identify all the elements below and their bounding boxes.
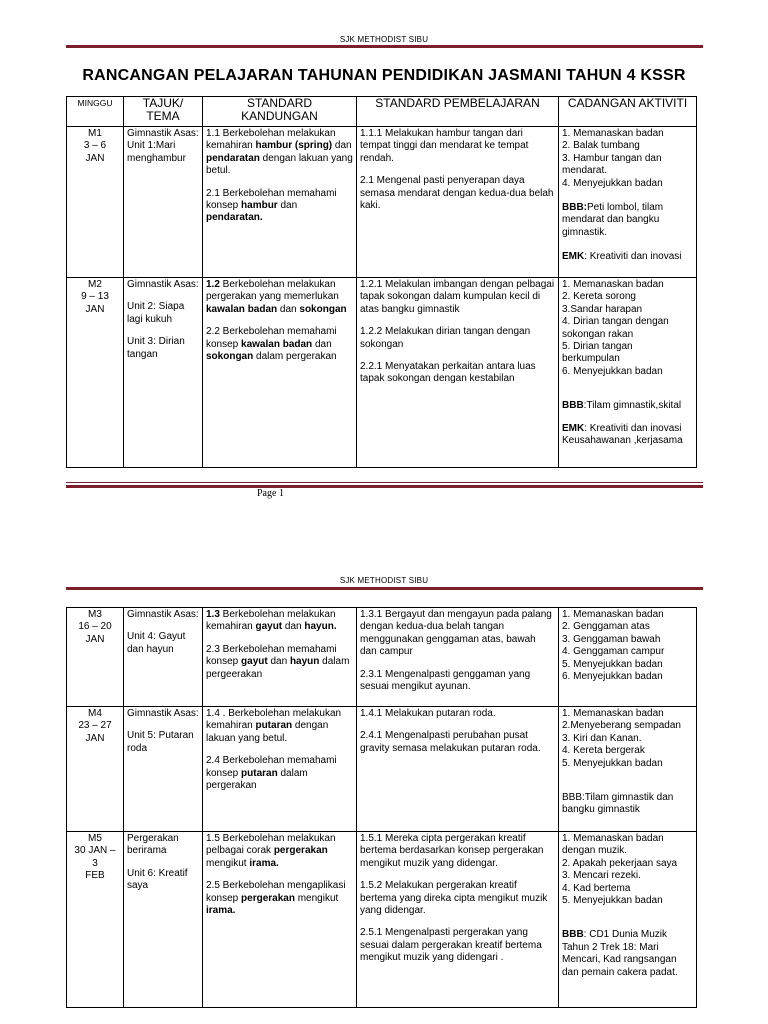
sk-bold: irama. (206, 905, 236, 917)
spacer (360, 351, 555, 361)
sk-text: 2.2 Berkebolehan memahami konsep (206, 326, 337, 350)
tajuk-theme: Gimnastik Asas: (127, 128, 199, 139)
emk-text: : Kreativiti dan inovasi (584, 422, 682, 434)
activity-item: 4. Kereta bergerak (562, 745, 645, 757)
tajuk-cell (124, 832, 203, 1008)
tajuk-theme: Pergerakan berirama (127, 833, 179, 857)
activity-item: 1. Memanaskan badan dengan muzik. (562, 833, 664, 857)
activity-item: 3. Mencari rezeki. (562, 870, 641, 882)
col-header-tajuk-line1: TAJUK/ (142, 96, 184, 110)
spacer (360, 870, 555, 880)
activity-item: 1. Memanaskan badan (562, 708, 664, 719)
activity-item: 2.Menyeberang sempadan (562, 720, 681, 732)
week-month: FEB (85, 870, 105, 882)
bbb-text: :Tilam gimnastik,skital (583, 400, 682, 412)
sk-text: dan (277, 200, 298, 212)
week-number: M3 (88, 609, 102, 620)
page2-table (66, 607, 697, 1008)
week-number: M5 (88, 833, 102, 844)
week-dates: 23 – 27 (78, 720, 112, 732)
week-cell (67, 832, 124, 1008)
spacer (206, 316, 353, 326)
week-dates-end: 3 (92, 857, 98, 869)
sk-bold: hambur (241, 200, 278, 212)
sk-text: dan (332, 140, 352, 152)
tajuk-unit: Unit 2: Siapa lagi kukuh (127, 301, 185, 325)
spacer (562, 239, 693, 251)
sk-bold: sokongan (299, 303, 347, 315)
activity-item: 4. Kad bertema (562, 882, 631, 894)
tajuk-unit: Unit 1:Mari menghambur (127, 140, 186, 164)
tajuk-theme: Gimnastik Asas: (127, 609, 199, 620)
activity-item: 3.Sandar harapan (562, 303, 643, 315)
week-month: JAN (85, 633, 105, 645)
sk-text: dan (267, 656, 290, 668)
bbb-label: BBB (562, 400, 584, 412)
sk-bold: kawalan badan (241, 338, 313, 350)
cadangan-aktiviti-cell (559, 608, 697, 707)
sk-text: dan (277, 303, 300, 315)
week-month: JAN (85, 152, 105, 164)
week-cell (67, 608, 124, 707)
col-header-ca: CADANGAN AKTIVITI (559, 97, 697, 127)
spacer (206, 634, 353, 644)
sp-item: 2.5.1 Mengenalpasti pergerakan yang sesuai dalam pergerakan kreatif bertema mengikut muzik yang didengari . (360, 927, 542, 964)
sk-text: dan (282, 621, 305, 633)
sk-item (206, 279, 353, 316)
week-cell (67, 127, 124, 278)
tajuk-cell (124, 707, 203, 832)
sp-item: 1.3.1 Bergayut dan mengayun pada palang dengan kedua-dua belah tangan menggunakan genggaman atas, bawah dan campur (360, 609, 552, 658)
sk-item (206, 880, 353, 917)
tajuk-unit: Unit 4: Gayut dan hayun (127, 631, 186, 655)
bbb-note: BBB:Tilam gimnastik dan bangku gimnastik (562, 792, 674, 816)
week-month: JAN (85, 732, 105, 744)
spacer (562, 413, 693, 423)
sk-item (206, 644, 353, 681)
spacer (127, 291, 199, 301)
spacer (127, 858, 199, 868)
page1-header: SJK METHODIST SIBU (339, 35, 429, 44)
sk-text: mengikut (294, 892, 339, 904)
sk-text: dengan lakuan yang betul. (206, 720, 329, 744)
table-header-row (67, 97, 697, 127)
sk-bold: pendaratan. (206, 212, 263, 224)
sk-text: dan (312, 338, 332, 350)
sp-item: 2.1 Mengenal pasti penyerapan daya semasa mendarat dengan kedua-dua belah kaki. (360, 175, 554, 212)
cadangan-aktiviti-cell (559, 707, 697, 832)
table-row (67, 707, 697, 832)
emk-text: : Kreativiti dan inovasi (584, 251, 682, 263)
bbb-note (562, 929, 693, 979)
emk-note (562, 423, 693, 435)
spacer (206, 178, 353, 188)
sk-item (206, 755, 353, 792)
col-header-sk-line2: KANDUNGAN (241, 109, 318, 123)
standard-pembelajaran-cell (357, 127, 559, 278)
page2-header: SJK METHODIST SIBU (339, 576, 429, 585)
spacer (360, 165, 555, 175)
spacer (562, 907, 693, 919)
activity-item: 1. Memanaskan badan (562, 279, 664, 290)
sk-item (206, 708, 353, 745)
table-row (67, 832, 697, 1008)
spacer (127, 621, 199, 631)
spacer (562, 782, 693, 792)
sk-bold: putaran (241, 767, 278, 779)
standard-kandungan-cell (203, 832, 357, 1008)
page1-footer-rule-thick (66, 485, 703, 488)
sp-item: 2.4.1 Mengenalpasti perubahan pusat gravity semasa melakukan putaran roda. (360, 730, 541, 754)
sp-item: 2.3.1 Mengenalpasti genggaman yang sesuai mengikut ayunan. (360, 668, 531, 693)
emk-label: EMK (562, 422, 585, 434)
sk-bold: 1.2 (206, 279, 220, 290)
sk-text: dalam pergerakan (206, 767, 308, 792)
sk-item (206, 609, 353, 634)
spacer (562, 919, 693, 929)
bbb-note (562, 400, 693, 412)
sk-bold: kawalan badan (206, 303, 278, 315)
activity-item: 5. Menyejukkan badan (562, 895, 663, 907)
bbb-note (562, 202, 693, 239)
sk-bold: pergerakan (273, 845, 328, 857)
tajuk-cell (124, 278, 203, 468)
sp-item: 1.5.1 Mereka cipta pergerakan kreatif bertema berdasarkan konsep pergerakan mengikut muzik yang didengar. (360, 833, 544, 869)
standard-kandungan-cell (203, 278, 357, 468)
col-header-tajuk (124, 97, 203, 127)
sk-text: dengan lakuan yang betul. (206, 152, 353, 177)
week-dates: 9 – 13 (81, 291, 109, 303)
week-dates: 16 – 20 (78, 621, 112, 633)
sk-bold: hayun (289, 656, 320, 668)
col-header-sk-line1: STANDARD (246, 96, 313, 110)
activity-item: 2. Kereta sorong (562, 291, 636, 303)
col-header-tajuk-line2: TEMA (146, 109, 180, 123)
spacer (127, 720, 199, 730)
sk-bold: sokongan (206, 351, 254, 363)
spacer (360, 316, 555, 326)
sk-text: 2.1 Berkebolehan memahami konsep (206, 187, 337, 212)
sk-item (206, 326, 353, 363)
sk-text: 2.5 Berkebolehan mengaplikasi konsep (206, 880, 346, 904)
sk-bold: putaran (255, 720, 293, 732)
sk-item (206, 128, 353, 178)
emk-label: EMK (562, 251, 585, 263)
standard-kandungan-cell (203, 608, 357, 707)
col-header-minggu: MINGGU (67, 97, 124, 127)
sk-text: dalam pergeerakan (206, 656, 350, 680)
week-dates: 3 – 6 (83, 140, 107, 152)
spacer (562, 770, 693, 782)
activity-item: 4. Menyejukkan badan (562, 177, 663, 189)
sk-text: 2.3 Berkebolehan memahami konsep (206, 643, 337, 668)
activity-item: 5. Dirian tangan berkumpulan (562, 341, 633, 365)
table-row (67, 127, 697, 278)
col-header-sp: STANDARD PEMBELAJARAN (357, 97, 559, 127)
activity-item: 5. Menyejukkan badan (562, 757, 663, 769)
sp-item: 1.2.1 Melakulan imbangan dengan pelbagai tapak sokongan dalam kumpulan kecil di atas bangku gimnastik (360, 279, 555, 315)
standard-pembelajaran-cell (357, 707, 559, 832)
emk-extra: Keusahawanan ,kerjasama (562, 435, 683, 447)
standard-pembelajaran-cell (357, 278, 559, 468)
sk-text: dalam pergerakan (253, 351, 337, 363)
sk-bold: gayut (241, 656, 268, 668)
page-number: Page 1 (257, 488, 284, 499)
sk-bold: hambur (spring) (255, 140, 333, 152)
spacer (562, 378, 693, 390)
page1-header-rule (66, 45, 703, 48)
week-number: M2 (88, 279, 102, 290)
sp-item: 1.4.1 Melakukan putaran roda. (360, 708, 496, 719)
activity-item: 6. Menyejukkan badan (562, 365, 663, 377)
page1-table (66, 96, 697, 468)
sk-text: Berkebolehan melakukan pergerakan yang memerlukan (206, 279, 339, 303)
sk-text: 2.4 Berkebolehan memahami konsep (206, 755, 337, 779)
tajuk-unit: Unit 6: Kreatif saya (127, 867, 188, 892)
bbb-label: BBB (562, 929, 584, 941)
bbb-text: Peti lombol, tilam mendarat dan bangku gimnastik. (562, 202, 664, 238)
page2-header-rule (66, 587, 703, 590)
spacer (206, 745, 353, 755)
emk-note (562, 251, 693, 263)
activity-item: 4. Genggaman campur (562, 646, 665, 658)
tajuk-theme: Gimnastik Asas: (127, 708, 199, 719)
sk-text: mengikut (206, 857, 250, 869)
tajuk-cell (124, 127, 203, 278)
sk-bold: hayun. (304, 621, 337, 633)
activity-item: 1. Memanaskan badan (562, 128, 664, 139)
week-number: M1 (88, 128, 102, 139)
spacer (562, 390, 693, 400)
week-month: JAN (85, 303, 105, 315)
activity-item: 6. Menyejukkan badan (562, 671, 663, 683)
sp-item: 1.5.2 Melakukan pergerakan kreatif bertema yang direka cipta mengikut muzik yang didengar. (360, 880, 548, 917)
week-number: M4 (88, 708, 102, 719)
tajuk-unit: Unit 5: Putaran roda (127, 730, 194, 754)
activity-item: 2. Balak tumbang (562, 140, 640, 152)
sk-item (206, 833, 353, 870)
sp-item: 2.2.1 Menyatakan perkaitan antara luas tapak sokongan dengan kestabilan (360, 361, 536, 385)
spacer (360, 720, 555, 730)
activity-item: 2. Apakah pekerjaan saya (562, 857, 678, 869)
week-cell (67, 278, 124, 468)
sk-bold: 1.3 (206, 609, 220, 620)
standard-pembelajaran-cell (357, 608, 559, 707)
week-dates: 30 JAN – (74, 845, 116, 857)
activity-item: 3. Kiri dan Kanan. (562, 732, 642, 744)
page-title: RANCANGAN PELAJARAN TAHUNAN PENDIDIKAN JASMANI TAHUN 4 KSSR (82, 67, 686, 84)
bbb-text: : CD1 Dunia Muzik Tahun 2 Trek 18: Mari Mencari, Kad rangsangan dan pemain cakera padat. (562, 929, 678, 978)
activity-item: 5. Menyejukkan badan (562, 658, 663, 670)
standard-pembelajaran-cell (357, 832, 559, 1008)
table-row (67, 608, 697, 707)
sk-item (206, 188, 353, 225)
bbb-label: BBB: (562, 202, 587, 214)
spacer (127, 326, 199, 336)
tajuk-cell (124, 608, 203, 707)
week-cell (67, 707, 124, 832)
cadangan-aktiviti-cell (559, 832, 697, 1008)
spacer (360, 659, 555, 669)
sp-item: 1.2.2 Melakukan dirian tangan dengan sokongan (360, 326, 531, 350)
activity-item: 1. Memanaskan badan (562, 609, 664, 620)
cadangan-aktiviti-cell (559, 127, 697, 278)
col-header-sk (203, 97, 357, 127)
activity-item: 4. Dirian tangan dengan sokongan rakan (562, 316, 669, 340)
activity-item: 3. Hambur tangan dan mendarat. (562, 152, 662, 177)
spacer (206, 870, 353, 880)
standard-kandungan-cell (203, 707, 357, 832)
activity-item: 3. Genggaman bawah (562, 633, 661, 645)
spacer (562, 190, 693, 202)
sk-bold: gayut (255, 621, 283, 633)
activity-item: 2. Genggaman atas (562, 621, 650, 633)
tajuk-theme: Gimnastik Asas: (127, 279, 199, 290)
sk-text: 1.5 Berkebolehan melakukan pelbagai corak (206, 833, 336, 857)
table-row (67, 278, 697, 468)
sp-item: 1.1.1 Melakukan hambur tangan dari tempat tinggi dan mendarat ke tempat rendah. (360, 128, 529, 164)
sk-text: Berkebolehan melakukan kemahiran (206, 609, 336, 633)
standard-kandungan-cell (203, 127, 357, 278)
sk-bold: pendaratan (206, 152, 260, 164)
sk-bold: irama. (249, 857, 279, 869)
cadangan-aktiviti-cell (559, 278, 697, 468)
sk-text: 1.1 Berkebolehan melakukan kemahiran (206, 128, 336, 152)
sk-text: 1.4 . Berkebolehan melakukan kemahiran (206, 708, 342, 732)
spacer (360, 917, 555, 927)
page1-footer-rule (66, 482, 703, 483)
sk-bold: pergerakan (241, 892, 295, 904)
tajuk-unit: Unit 3: Dirian tangan (127, 336, 185, 360)
